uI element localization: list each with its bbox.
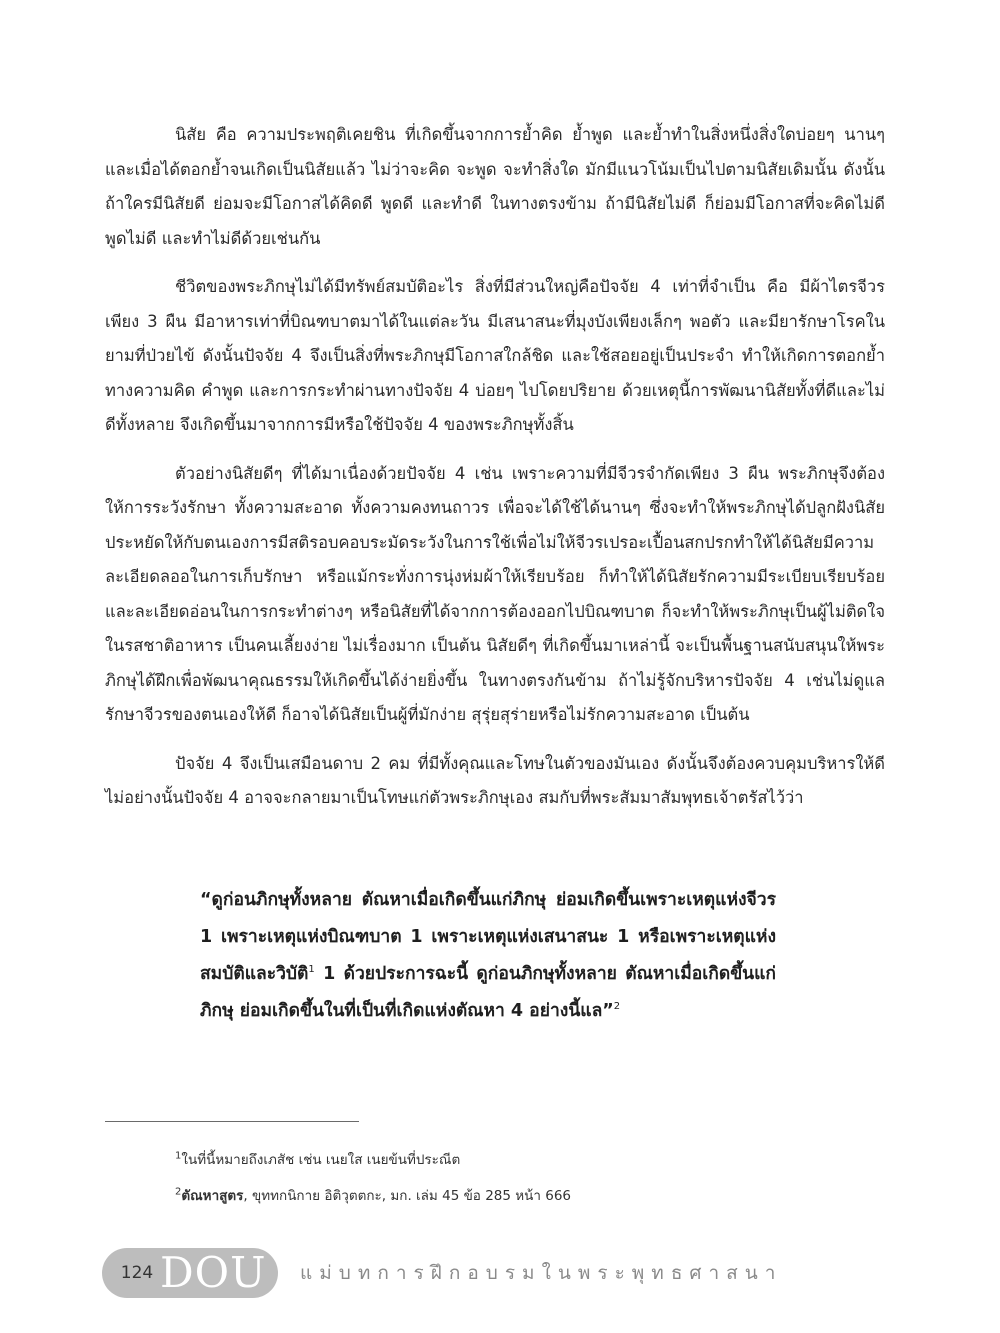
footnote-2 <box>175 1186 571 1206</box>
paragraph-good-habits-example: ตัวอย่างนิสัยดีๆ ที่ได้มาเนื่องด้วยปัจจัย 4 เช่น เพราะความที่มีจีวรจำกัดเพียง 3 ผืน พระภิกษุจึงต้องให้การระวังรักษา ทั้งความสะอาด ทั้งความคงทนถาวร เพื่อจะได้ใช้ได้นานๆ ซึ่งจะทำให้พระภิกษุได้ปลูกฝังนิสัยประหยัดให้กับตนเองการมีสติรอบคอบระมัดระวังในการใช้เพื่อไม่ให้จีวรเปรอะเปื้อนสกปรกทำให้ได้นิสัยมีความละเอียดลออในการเก็บรักษา หรือแม้กระทั่งการนุ่งห่มผ้าให้เรียบร้อย ก็ทำให้ได้นิสัยรักความมีระเบียบเรียบร้อย และละเอียดอ่อนในการกระทำต่างๆ หรือนิสัยที่ได้จากการต้องออกไปบิณฑบาต ก็จะทำให้พระภิกษุเป็นผู้ไม่ติดใจในรสชาติอาหาร เป็นคนเลี้ยงง่าย ไม่เรื่องมาก เป็นต้น นิสัยดีๆ ที่เกิดขึ้นมาเหล่านี้ จะเป็นพื้นฐานสนับสนุนให้พระภิกษุได้ฝึกเพื่อพัฒนาคุณธรรมให้เกิดขึ้นได้ง่ายยิ่งขึ้น ในทางตรงกันข้าม ถ้าไม่รู้จักบริหารปัจจัย 4 เช่นไม่ดูแลรักษาจีวรของตนเองให้ดี ก็อาจได้นิสัยเป็นผู้ที่มักง่าย สุรุ่ยสุร่ายหรือไม่รักความสะอาด เป็นต้น <box>105 463 885 724</box>
book-title: แม่บทการฝึกอบรมในพระพุทธศาสนา <box>300 1262 783 1284</box>
footnote-divider <box>105 1121 359 1122</box>
footnote-1-mark: 1 <box>175 1150 182 1162</box>
quote-text-part1: “ดูก่อนภิกษุทั้งหลาย ตัณหาเมื่อเกิดขึ้นแก่ภิกษุ ย่อมเกิดขึ้นเพราะเหตุแห่งจีวร 1 เพราะเหตุแห่งบิณฑบาต 1 เพราะเหตุแห่งเสนาสนะ 1 หรือเพราะเหตุแห่งสมบัติและวิบัติ <box>200 890 776 984</box>
footer-badge <box>102 1248 278 1298</box>
paragraph-monk-life: ชีวิตของพระภิกษุไม่ได้มีทรัพย์สมบัติอะไร สิ่งที่มีส่วนใหญ่คือปัจจัย 4 เท่าที่จำเป็น คือ มีผ้าไตรจีวรเพียง 3 ผืน มีอาหารเท่าที่บิณฑบาตมาได้ในแต่ละวัน มีเสนาสนะที่มุงบังเพียงเล็กๆ พอตัว และมียารักษาโรคในยามที่ป่วยไข้ ดังนั้นปัจจัย 4 จึงเป็นสิ่งที่พระภิกษุมีโอกาสใกล้ชิด และใช้สอยอยู่เป็นประจำ ทำให้เกิดการตอกย้ำทางความคิด คำพูด และการกระทำผ่านทางปัจจัย 4 บ่อยๆ ไปโดยปริยาย ด้วยเหตุนี้การพัฒนานิสัยทั้งที่ดีและไม่ดีทั้งหลาย จึงเกิดขึ้นมาจากการมีหรือใช้ปัจจัย 4 ของพระภิกษุทั้งสิ้น <box>105 277 885 434</box>
footnote-2-mark: 2 <box>175 1186 182 1198</box>
footnote-2-title: ตัณหาสูตร <box>181 1188 244 1204</box>
footnote-1 <box>175 1150 460 1170</box>
page-footer <box>102 1248 782 1298</box>
footnote-ref-1: 1 <box>308 964 315 976</box>
brand-logo: DOU <box>160 1248 267 1297</box>
footnote-2-text: , ขุททกนิกาย อิติวุตตกะ, มก. เล่ม 45 ข้อ 285 หน้า 666 <box>243 1188 572 1204</box>
paragraph-double-edged-sword: ปัจจัย 4 จึงเป็นเสมือนดาบ 2 คม ที่มีทั้งคุณและโทษในตัวของมันเอง ดังนั้นจึงต้องควบคุมบริหารให้ดี ไม่อย่างนั้นปัจจัย 4 อาจจะกลายมาเป็นโทษแก่ตัวพระภิกษุเอง สมกับที่พระสัมมาสัมพุทธเจ้าตรัสไว้ว่า <box>105 753 885 807</box>
footnote-ref-2: 2 <box>613 1001 621 1013</box>
buddha-quote <box>200 882 776 1030</box>
body-text <box>105 118 885 830</box>
page-number: 124 <box>120 1263 154 1283</box>
quote-text-part2: 1 ด้วยประการฉะนี้ ดูก่อนภิกษุทั้งหลาย ตัณหาเมื่อเกิดขึ้นแก่ภิกษุ ย่อมเกิดขึ้นในที่เป็นที่เกิดแห่งตัณหา 4 อย่างนี้แล” <box>200 964 776 1021</box>
paragraph-habit-definition: นิสัย คือ ความประพฤติเคยชิน ที่เกิดขึ้นจากการย้ำคิด ย้ำพูด และย้ำทำในสิ่งหนึ่งสิ่งใดบ่อยๆ นานๆ และเมื่อได้ตอกย้ำจนเกิดเป็นนิสัยแล้ว ไม่ว่าจะคิด จะพูด จะทำสิ่งใด มักมีแนวโน้มเป็นไปตามนิสัยเดิมนั้น ดังนั้นถ้าใครมีนิสัยดี ย่อมจะมีโอกาสได้คิดดี พูดดี และทำดี ในทางตรงข้าม ถ้ามีนิสัยไม่ดี ก็ย่อมมีโอกาสที่จะคิดไม่ดี พูดไม่ดี และทำไม่ดีด้วยเช่นกัน <box>105 125 885 248</box>
footnote-1-text: ในที่นี้หมายถึงเภสัช เช่น เนยใส เนยข้นที่ประณีต <box>181 1152 461 1168</box>
